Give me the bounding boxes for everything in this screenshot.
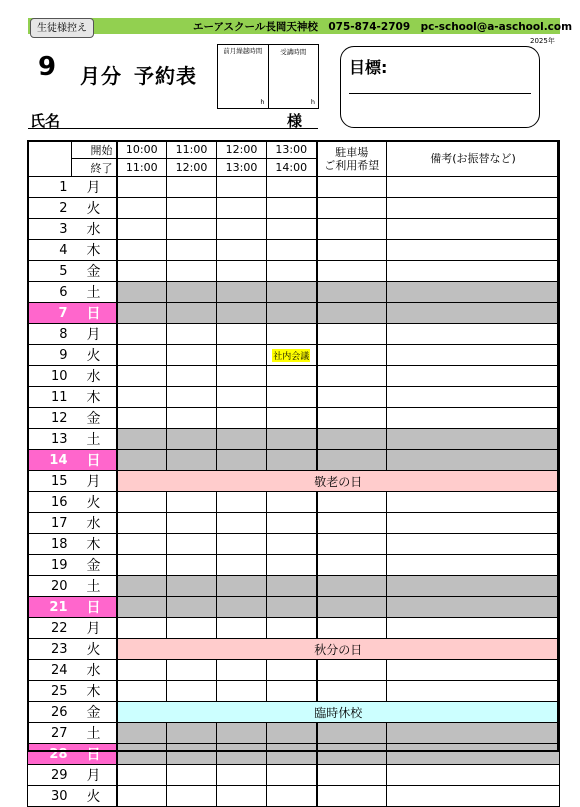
end-label: 終了: [72, 159, 117, 177]
day-number: 7: [28, 303, 72, 324]
slot-start: 11:00: [167, 141, 217, 159]
attended-hours-unit: h: [310, 98, 315, 106]
slot-cell[interactable]: [167, 198, 217, 219]
day-number: 3: [28, 219, 72, 240]
slot-cell: [267, 282, 317, 303]
day-row: [28, 534, 560, 555]
day-row: [28, 429, 560, 450]
slot-cell[interactable]: [267, 198, 317, 219]
hours-box: [217, 44, 319, 109]
day-number: 17: [28, 513, 72, 534]
day-of-week: 火: [72, 492, 117, 513]
notes-cell[interactable]: [387, 324, 560, 345]
notes-cell[interactable]: [387, 492, 560, 513]
slot-cell: [117, 744, 167, 765]
schedule-table: [27, 140, 560, 807]
copy-tag: 生徒様控え: [30, 18, 94, 38]
day-row: [28, 324, 560, 345]
slot-cell[interactable]: [167, 786, 217, 807]
slot-cell[interactable]: [217, 786, 267, 807]
name-line[interactable]: [28, 128, 318, 129]
day-number: 22: [28, 618, 72, 639]
parking-header-line-2: ご利用希望: [324, 158, 380, 172]
slot-cell[interactable]: [167, 240, 217, 261]
prev-month-hours-label: 前月繰越時間: [223, 47, 263, 55]
slot-cell[interactable]: [167, 345, 217, 366]
day-row: [28, 198, 560, 219]
slot-cell[interactable]: [117, 660, 167, 681]
slot-cell[interactable]: [167, 555, 217, 576]
slot-cell: [267, 744, 317, 765]
notes-cell[interactable]: [387, 219, 560, 240]
slot-cell: [167, 429, 217, 450]
day-number: 10: [28, 366, 72, 387]
slot-cell: [267, 576, 317, 597]
day-of-week: 火: [72, 198, 117, 219]
day-row: [28, 261, 560, 282]
slot-cell[interactable]: [167, 660, 217, 681]
start-label: 開始: [72, 141, 117, 159]
day-of-week: 木: [72, 681, 117, 702]
day-number: 29: [28, 765, 72, 786]
parking-cell[interactable]: [317, 261, 387, 282]
slot-cell[interactable]: [117, 786, 167, 807]
slot-cell[interactable]: [267, 366, 317, 387]
slot-cell[interactable]: [217, 660, 267, 681]
header-blank: [28, 159, 72, 177]
title-reservation: 予約表: [134, 64, 197, 88]
slot-cell[interactable]: [117, 555, 167, 576]
parking-cell: [317, 450, 387, 471]
slot-cell: [167, 723, 217, 744]
notes-cell[interactable]: [387, 261, 560, 282]
parking-cell: [317, 576, 387, 597]
slot-cell[interactable]: [267, 555, 317, 576]
holiday-banner: 秋分の日: [117, 639, 560, 660]
slot-cell: [217, 744, 267, 765]
slot-cell[interactable]: [117, 219, 167, 240]
slot-end: 12:00: [167, 159, 217, 177]
slot-cell[interactable]: [217, 219, 267, 240]
slot-cell[interactable]: [217, 324, 267, 345]
slot-cell[interactable]: [117, 198, 167, 219]
day-of-week: 木: [72, 534, 117, 555]
notes-cell[interactable]: [387, 177, 560, 198]
slot-cell[interactable]: [217, 765, 267, 786]
slot-cell: [267, 450, 317, 471]
notes-cell[interactable]: [387, 387, 560, 408]
event-label: 社内会議: [272, 349, 310, 362]
slot-cell[interactable]: [267, 513, 317, 534]
slot-cell: [217, 597, 267, 618]
day-number: 27: [28, 723, 72, 744]
parking-cell[interactable]: [317, 765, 387, 786]
slot-cell[interactable]: [267, 240, 317, 261]
notes-cell: [387, 450, 560, 471]
slot-end: 11:00: [117, 159, 167, 177]
slot-cell[interactable]: [267, 219, 317, 240]
prev-hours-unit: h: [260, 98, 265, 106]
slot-cell[interactable]: [167, 513, 217, 534]
day-number: 5: [28, 261, 72, 282]
day-of-week: 金: [72, 261, 117, 282]
day-row: [28, 576, 560, 597]
slot-cell[interactable]: [167, 492, 217, 513]
parking-cell: [317, 723, 387, 744]
slot-cell[interactable]: [267, 534, 317, 555]
slot-cell[interactable]: [267, 177, 317, 198]
day-of-week: 日: [72, 450, 117, 471]
parking-cell[interactable]: [317, 786, 387, 807]
notes-cell[interactable]: [387, 366, 560, 387]
slot-cell[interactable]: [167, 177, 217, 198]
day-row: [28, 639, 560, 660]
day-of-week: 月: [72, 471, 117, 492]
slot-cell: [217, 450, 267, 471]
day-row: [28, 618, 560, 639]
slot-cell[interactable]: [217, 681, 267, 702]
parking-cell[interactable]: [317, 408, 387, 429]
day-number: 20: [28, 576, 72, 597]
day-number: 8: [28, 324, 72, 345]
month-number: 9: [38, 52, 57, 82]
day-row: [28, 387, 560, 408]
day-number: 26: [28, 702, 72, 723]
slot-cell: [167, 450, 217, 471]
day-row: [28, 744, 560, 765]
slot-cell[interactable]: [117, 387, 167, 408]
slot-cell[interactable]: [167, 366, 217, 387]
day-of-week: 金: [72, 702, 117, 723]
day-number: 14: [28, 450, 72, 471]
day-row: [28, 366, 560, 387]
slot-cell[interactable]: [217, 555, 267, 576]
slot-cell[interactable]: [217, 408, 267, 429]
day-number: 30: [28, 786, 72, 807]
day-row: [28, 282, 560, 303]
notes-cell[interactable]: [387, 618, 560, 639]
parking-cell[interactable]: [317, 555, 387, 576]
day-of-week: 月: [72, 765, 117, 786]
day-number: 28: [28, 744, 72, 765]
slot-cell[interactable]: [117, 261, 167, 282]
parking-cell[interactable]: [317, 324, 387, 345]
day-row: [28, 177, 560, 198]
parking-cell[interactable]: [317, 198, 387, 219]
slot-cell[interactable]: [167, 618, 217, 639]
slot-cell[interactable]: [167, 261, 217, 282]
title-month-suffix: 月分: [80, 64, 122, 88]
day-of-week: 木: [72, 240, 117, 261]
notes-cell: [387, 744, 560, 765]
slot-cell[interactable]: [217, 240, 267, 261]
parking-cell: [317, 282, 387, 303]
day-number: 24: [28, 660, 72, 681]
slot-cell: [117, 282, 167, 303]
slot-cell: [267, 429, 317, 450]
slot-end: 14:00: [267, 159, 317, 177]
day-of-week: 土: [72, 429, 117, 450]
slot-cell: [117, 429, 167, 450]
day-number: 4: [28, 240, 72, 261]
parking-cell: [317, 429, 387, 450]
parking-cell[interactable]: [317, 387, 387, 408]
goal-label: 目標:: [349, 58, 388, 77]
day-row: [28, 492, 560, 513]
notes-cell: [387, 597, 560, 618]
header-row-start: [28, 141, 560, 159]
slot-cell[interactable]: [117, 534, 167, 555]
slot-cell[interactable]: [267, 765, 317, 786]
day-row: [28, 513, 560, 534]
parking-cell[interactable]: [317, 681, 387, 702]
day-of-week: 水: [72, 219, 117, 240]
day-of-week: 月: [72, 324, 117, 345]
slot-cell[interactable]: [217, 198, 267, 219]
notes-cell: [387, 429, 560, 450]
day-number: 25: [28, 681, 72, 702]
day-row: [28, 303, 560, 324]
slot-start: 10:00: [117, 141, 167, 159]
day-number: 12: [28, 408, 72, 429]
slot-cell[interactable]: [267, 786, 317, 807]
slot-cell[interactable]: [217, 366, 267, 387]
day-of-week: 日: [72, 303, 117, 324]
notes-cell: [387, 303, 560, 324]
day-row: [28, 702, 560, 723]
notes-header: 備考(お振替など): [387, 141, 560, 177]
day-number: 23: [28, 639, 72, 660]
day-row: [28, 723, 560, 744]
slot-cell[interactable]: [117, 345, 167, 366]
notes-cell[interactable]: [387, 534, 560, 555]
year-label: 2025年: [530, 37, 555, 45]
notes-cell[interactable]: [387, 681, 560, 702]
day-number: 6: [28, 282, 72, 303]
slot-cell[interactable]: [217, 534, 267, 555]
slot-cell[interactable]: [217, 177, 267, 198]
parking-cell[interactable]: [317, 366, 387, 387]
slot-cell: [167, 303, 217, 324]
parking-cell[interactable]: [317, 492, 387, 513]
day-row: [28, 555, 560, 576]
day-of-week: 水: [72, 513, 117, 534]
page-title: [80, 60, 197, 89]
slot-cell[interactable]: [167, 765, 217, 786]
slot-cell: [167, 597, 217, 618]
notes-cell: [387, 576, 560, 597]
notes-cell[interactable]: [387, 660, 560, 681]
day-of-week: 金: [72, 408, 117, 429]
slot-cell[interactable]: [117, 177, 167, 198]
header-blank: [28, 141, 72, 159]
day-of-week: 土: [72, 576, 117, 597]
slot-cell[interactable]: [267, 681, 317, 702]
notes-cell[interactable]: [387, 513, 560, 534]
parking-cell[interactable]: [317, 219, 387, 240]
day-of-week: 金: [72, 555, 117, 576]
day-of-week: 月: [72, 177, 117, 198]
parking-cell[interactable]: [317, 177, 387, 198]
slot-cell[interactable]: [217, 387, 267, 408]
slot-cell[interactable]: [117, 324, 167, 345]
day-of-week: 火: [72, 639, 117, 660]
parking-header-line-1: 駐車場: [335, 145, 369, 159]
slot-cell[interactable]: [267, 324, 317, 345]
slot-cell[interactable]: [217, 261, 267, 282]
slot-cell[interactable]: [267, 492, 317, 513]
notes-cell[interactable]: [387, 345, 560, 366]
day-row: [28, 765, 560, 786]
slot-cell[interactable]: [117, 366, 167, 387]
slot-cell: [217, 576, 267, 597]
day-row: [28, 219, 560, 240]
goal-box[interactable]: [340, 46, 540, 128]
day-of-week: 火: [72, 786, 117, 807]
notes-cell[interactable]: [387, 240, 560, 261]
day-of-week: 月: [72, 618, 117, 639]
day-row: [28, 345, 560, 366]
slot-cell[interactable]: [267, 345, 317, 366]
notes-cell[interactable]: [387, 765, 560, 786]
day-of-week: 火: [72, 345, 117, 366]
slot-cell[interactable]: [117, 618, 167, 639]
slot-cell[interactable]: [267, 387, 317, 408]
day-row: [28, 408, 560, 429]
slot-cell: [217, 282, 267, 303]
day-row: [28, 240, 560, 261]
slot-cell[interactable]: [167, 408, 217, 429]
notes-cell: [387, 723, 560, 744]
day-number: 9: [28, 345, 72, 366]
slot-cell[interactable]: [117, 408, 167, 429]
notes-cell[interactable]: [387, 198, 560, 219]
day-of-week: 木: [72, 387, 117, 408]
slot-cell: [117, 576, 167, 597]
slot-cell[interactable]: [267, 261, 317, 282]
slot-cell[interactable]: [117, 492, 167, 513]
slot-cell: [117, 597, 167, 618]
parking-cell: [317, 597, 387, 618]
slot-cell: [217, 429, 267, 450]
day-of-week: 土: [72, 723, 117, 744]
slot-cell: [167, 744, 217, 765]
notes-cell[interactable]: [387, 408, 560, 429]
parking-cell[interactable]: [317, 618, 387, 639]
parking-cell[interactable]: [317, 534, 387, 555]
day-row: [28, 450, 560, 471]
slot-cell[interactable]: [167, 387, 217, 408]
day-of-week: 水: [72, 660, 117, 681]
slot-cell[interactable]: [267, 408, 317, 429]
attended-hours-label: 受講時間: [280, 48, 307, 56]
slot-cell[interactable]: [117, 513, 167, 534]
slot-cell[interactable]: [167, 324, 217, 345]
slot-cell: [217, 303, 267, 324]
parking-cell[interactable]: [317, 240, 387, 261]
slot-cell: [267, 723, 317, 744]
day-of-week: 水: [72, 366, 117, 387]
day-row: [28, 660, 560, 681]
day-of-week: 日: [72, 744, 117, 765]
day-number: 15: [28, 471, 72, 492]
slot-cell[interactable]: [117, 240, 167, 261]
slot-start: 12:00: [217, 141, 267, 159]
slot-cell: [167, 282, 217, 303]
goal-line: [349, 93, 531, 94]
slot-cell: [117, 450, 167, 471]
slot-cell[interactable]: [217, 618, 267, 639]
parking-header: [317, 141, 387, 177]
slot-start: 13:00: [267, 141, 317, 159]
day-of-week: 日: [72, 597, 117, 618]
day-row: [28, 471, 560, 492]
day-number: 11: [28, 387, 72, 408]
slot-cell: [117, 723, 167, 744]
slot-cell[interactable]: [117, 765, 167, 786]
slot-cell: [117, 303, 167, 324]
day-number: 16: [28, 492, 72, 513]
notes-cell: [387, 282, 560, 303]
slot-cell: [167, 576, 217, 597]
day-number: 2: [28, 198, 72, 219]
day-row: [28, 597, 560, 618]
header-band: [28, 18, 573, 34]
slot-cell[interactable]: [167, 219, 217, 240]
slot-cell: [267, 597, 317, 618]
slot-cell[interactable]: [217, 513, 267, 534]
attended-hours-cell[interactable]: [269, 45, 319, 108]
parking-cell[interactable]: [317, 513, 387, 534]
day-number: 18: [28, 534, 72, 555]
slot-cell: [217, 723, 267, 744]
slot-cell[interactable]: [267, 660, 317, 681]
day-row: [28, 681, 560, 702]
day-number: 13: [28, 429, 72, 450]
day-of-week: 土: [72, 282, 117, 303]
parking-cell: [317, 744, 387, 765]
parking-cell[interactable]: [317, 345, 387, 366]
slot-cell: [267, 303, 317, 324]
slot-end: 13:00: [217, 159, 267, 177]
closure-banner: 臨時休校: [117, 702, 560, 723]
slot-cell[interactable]: [167, 681, 217, 702]
slot-cell[interactable]: [117, 681, 167, 702]
slot-cell[interactable]: [217, 492, 267, 513]
honorific: 様: [287, 112, 303, 130]
parking-cell: [317, 303, 387, 324]
slot-cell[interactable]: [217, 345, 267, 366]
prev-month-hours-cell[interactable]: [218, 45, 269, 108]
holiday-banner: 敬老の日: [117, 471, 560, 492]
day-number: 21: [28, 597, 72, 618]
slot-cell[interactable]: [167, 534, 217, 555]
day-number: 1: [28, 177, 72, 198]
day-number: 19: [28, 555, 72, 576]
name-label: 氏名: [30, 112, 61, 130]
parking-cell[interactable]: [317, 660, 387, 681]
day-row: [28, 786, 560, 807]
notes-cell[interactable]: [387, 786, 560, 807]
notes-cell[interactable]: [387, 555, 560, 576]
slot-cell[interactable]: [267, 618, 317, 639]
school-contact-line: エーアスクール長岡天神校 075-874-2709 pc-school@a-aschool.com: [193, 21, 573, 33]
